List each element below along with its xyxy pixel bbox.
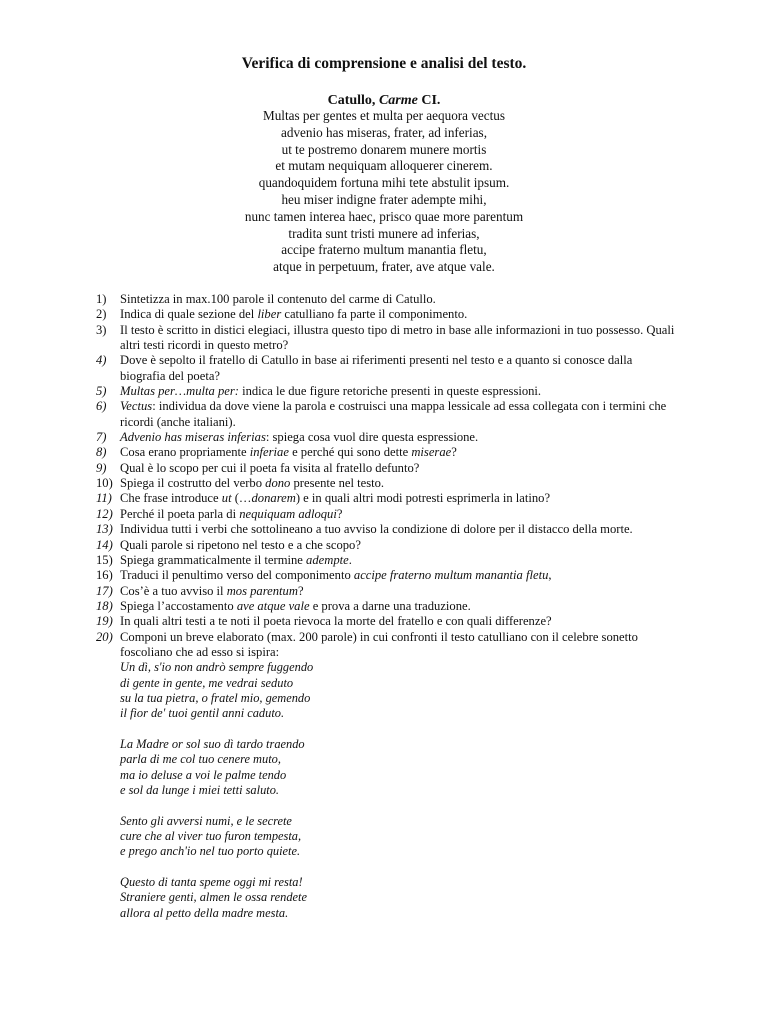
question-number: 15) (96, 552, 113, 567)
question-number: 4) (96, 353, 107, 368)
poem-line: heu miser indigne frater adempte mihi, (281, 191, 487, 207)
question-text: , (548, 568, 552, 583)
question-text: miserae (411, 445, 452, 460)
question-number: 12) (96, 506, 113, 521)
question-text: ? (297, 583, 304, 598)
poem-author: Catullo, (327, 93, 379, 108)
question-text: Che frase introduce (120, 491, 222, 506)
question-item (96, 584, 676, 599)
question-text: Spiega grammaticalmente il termine (120, 552, 307, 567)
question-text: : spiega cosa vuol dire questa espressione. (265, 430, 479, 445)
question-number: 16) (96, 568, 113, 583)
question-number: 11) (96, 491, 112, 506)
poem-heading-dot: . (436, 93, 441, 108)
question-text: Spiega l’accostamento (120, 598, 237, 613)
foscolo-sonnet (96, 660, 676, 921)
question-number: 19) (96, 614, 113, 629)
question-text: catulliano fa parte il componimento. (281, 307, 468, 322)
question-text: Cosa erano propriamente (120, 445, 250, 460)
question-text: mos parentum (226, 583, 298, 598)
question-text: indica le due figure retoriche presenti in queste espressioni. (238, 384, 542, 399)
question-text: presente nel testo. (290, 476, 385, 491)
question-number: 17) (96, 583, 113, 598)
question-text: e perché qui sono dette (288, 445, 412, 460)
question-text: ave atque vale (236, 598, 310, 613)
question-number: 10) (96, 476, 113, 491)
question-text: Traduci il penultimo verso del componimento (120, 568, 354, 583)
question-item (96, 384, 676, 399)
sonnet-line: Sento gli avversi numi, e le secrete (120, 813, 292, 828)
question-item (96, 568, 676, 583)
question-text: Indica di quale sezione del (120, 307, 258, 322)
question-text: liber (257, 307, 282, 322)
question-item (96, 353, 676, 384)
question-number: 13) (96, 522, 113, 537)
question-number: 9) (96, 460, 107, 475)
sonnet-line: su la tua pietra, o fratel mio, gemendo (120, 691, 311, 706)
question-text: : individua da dove viene la parola e costruisci una mappa lessicale ad essa collegata con i termini che ricordi (anche italiani). (120, 399, 667, 429)
sonnet-stanza (120, 660, 676, 722)
question-item (96, 476, 676, 491)
question-item (96, 292, 676, 307)
question-number: 14) (96, 537, 113, 552)
question-text: Vectus (120, 399, 153, 414)
question-text: Quali parole si ripetono nel testo e a che scopo? (120, 537, 361, 552)
sonnet-line: cure che al viver tuo furon tempesta, (120, 828, 302, 843)
question-item (96, 399, 676, 430)
question-text: Il testo è scritto in distici elegiaci, illustra questo tipo di metro in base alle informazioni in tuo possesso. Quali altri testi ricordi in questo metro? (120, 322, 675, 353)
question-item (96, 461, 676, 476)
question-number: 3) (96, 322, 107, 337)
sonnet-line: Questo di tanta speme oggi mi resta! (120, 874, 303, 889)
question-item (96, 430, 676, 445)
question-item (96, 538, 676, 553)
sonnet-stanza (120, 875, 676, 921)
poem-heading (0, 93, 768, 109)
sonnet-line: Un dì, s'io non andrò sempre fuggendo (120, 660, 314, 675)
question-text: dono (265, 476, 291, 491)
question-text: Spiega il costrutto del verbo (120, 476, 266, 491)
sonnet-stanza (120, 814, 676, 860)
question-text: ut (221, 491, 232, 506)
question-text: ? (336, 506, 343, 521)
question-text: inferiae (249, 445, 289, 460)
question-text: Sintetizza in max.100 parole il contenuto del carme di Catullo. (120, 292, 436, 306)
poem-work: Carme (378, 93, 418, 108)
question-text: Dove è sepolto il fratello di Catullo in base ai riferimenti presenti nel testo e a quanto si conosce dalla biografia del poeta? (120, 353, 633, 383)
question-text: . (348, 552, 352, 567)
sonnet-line: e prego anch'io nel tuo porto quiete. (120, 844, 301, 859)
poem-number: CI (417, 93, 437, 108)
question-text: (… (231, 491, 252, 506)
question-text: In quali altri testi a te noti il poeta rievoca la morte del fratello e con quali differenze? (120, 614, 552, 629)
poem-line: advenio has miseras, frater, ad inferias, (281, 124, 487, 140)
question-item (96, 522, 676, 537)
page-title: Verifica di comprensione e analisi del testo. (241, 55, 527, 72)
question-item (96, 445, 676, 460)
question-item (96, 599, 676, 614)
question-text: Advenio has miseras inferias (120, 430, 266, 445)
question-item (96, 307, 676, 322)
sonnet-line: e sol da lunge i miei tetti saluto. (120, 783, 279, 798)
question-item (96, 630, 676, 921)
sonnet-line: La Madre or sol suo dì tardo traendo (120, 736, 305, 751)
poem-line: Multas per gentes et multa per aequora vectus (262, 108, 506, 123)
poem-line: nunc tamen interea haec, prisco quae more parentum (244, 208, 524, 224)
question-text: adempte (306, 552, 349, 567)
question-item (96, 491, 676, 506)
poem-line: accipe fraterno multum manantia fletu, (281, 242, 487, 258)
question-text: e prova a darne una traduzione. (309, 598, 471, 613)
question-item (96, 507, 676, 522)
poem-line: atque in perpetuum, frater, ave atque vale. (273, 259, 495, 275)
question-number: 8) (96, 445, 107, 460)
poem-line: et mutam nequiquam alloquerer cinerem. (275, 158, 493, 174)
question-number: 20) (96, 629, 113, 644)
question-text: ) e in quali altri modi potresti esprimerla in latino? (295, 491, 551, 506)
question-number: 7) (96, 430, 107, 445)
latin-poem (0, 108, 768, 276)
question-number: 1) (96, 292, 107, 306)
question-number: 5) (96, 384, 107, 399)
question-text: ? (451, 445, 457, 460)
question-item (96, 553, 676, 568)
question-text: Componi un breve elaborato (max. 200 parole) in cui confronti il testo catulliano con il celebre sonetto foscoliano che ad esso si ispira: (120, 629, 638, 659)
question-text: Qual è lo scopo per cui il poeta fa visita al fratello defunto? (120, 460, 420, 475)
question-text: Individua tutti i verbi che sottolineano a tuo avviso la condizione di dolore per il distacco della morte. (120, 522, 633, 537)
question-item (96, 614, 676, 629)
sonnet-line: parla di me col tuo cenere muto, (120, 752, 281, 767)
question-list (96, 292, 676, 921)
question-number: 6) (96, 399, 107, 414)
question-text: donarem (251, 491, 296, 506)
question-text: Cos’è a tuo avviso il (120, 583, 227, 598)
sonnet-line: ma io deluse a voi le palme tendo (120, 767, 287, 782)
sonnet-line: allora al petto della madre mesta. (120, 905, 289, 920)
question-item (96, 323, 676, 354)
question-number: 2) (96, 307, 107, 322)
poem-line: tradita sunt tristi munere ad inferias, (288, 225, 480, 241)
question-text: Perché il poeta parla di (120, 506, 240, 521)
poem-line: quandoquidem fortuna mihi tete abstulit ipsum. (258, 175, 510, 191)
sonnet-line: il fior de' tuoi gentil anni caduto. (120, 706, 285, 721)
question-text: nequiquam adloqui (239, 506, 337, 521)
sonnet-stanza (120, 737, 676, 799)
sonnet-line: di gente in gente, me vedrai seduto (120, 675, 294, 690)
question-text: accipe fraterno multum manantia fletu (353, 568, 549, 583)
question-text: Multas per…multa per: (120, 384, 239, 399)
sonnet-line: Straniere genti, almen le ossa rendete (120, 890, 307, 905)
poem-line: ut te postremo donarem munere mortis (281, 141, 487, 157)
question-number: 18) (96, 598, 113, 613)
